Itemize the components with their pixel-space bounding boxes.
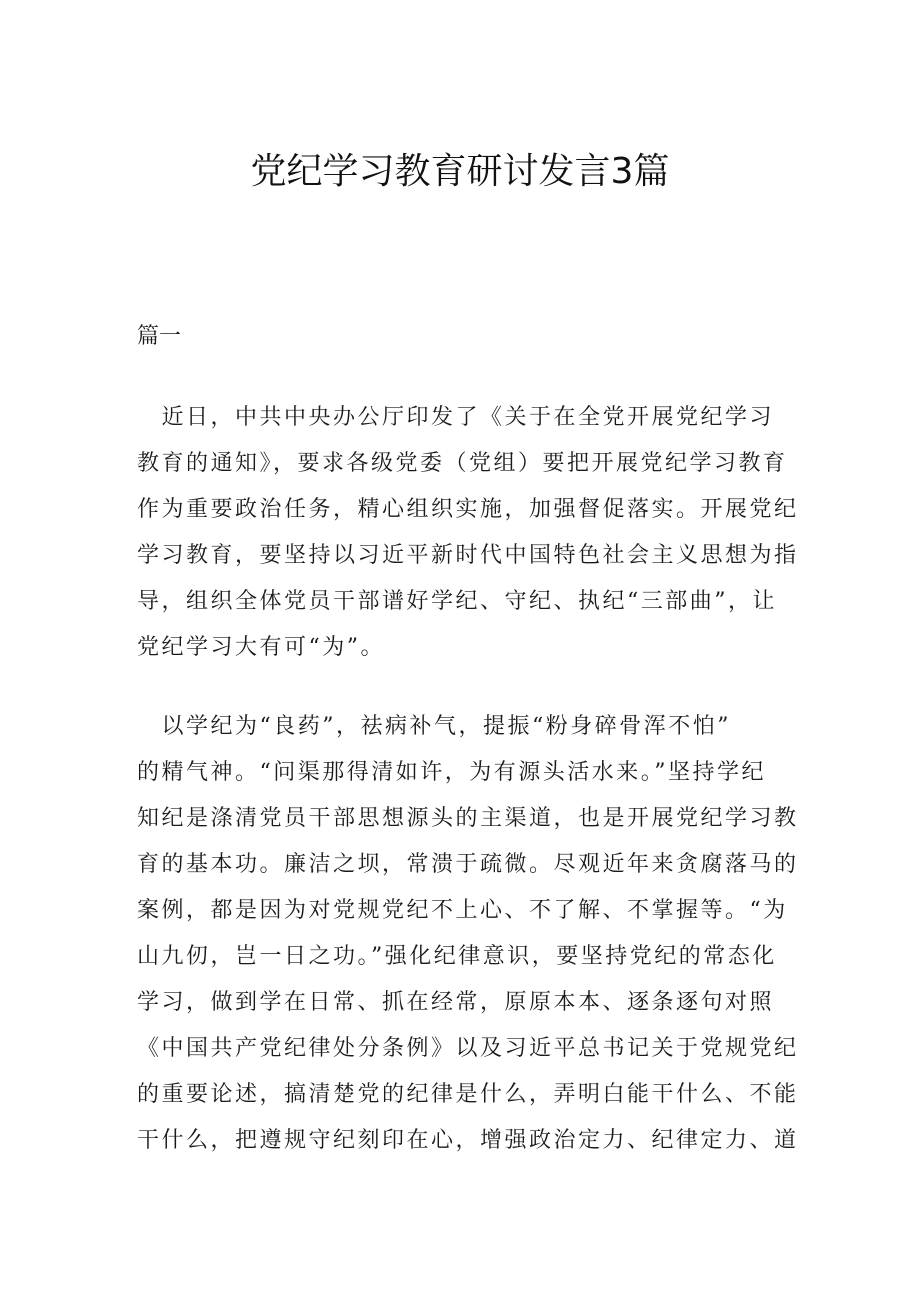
paragraph-line: 育的基本功。廉洁之坝，常溃于疏微。尽观近年来贪腐落马的 (137, 852, 799, 877)
document-title: 党纪学习教育研讨发言3篇 (250, 151, 670, 192)
paragraph-line: 教育的通知》，要求各级党委（党组）要把开展党纪学习教育 (137, 451, 788, 476)
paragraph-line: 以学纪为“良药”，祛病补气，提振“粉身碎骨浑不怕” (137, 714, 731, 739)
paragraph-line: 导，组织全体党员干部谱好学纪、守纪、执纪“三部曲”，让 (137, 589, 777, 614)
paragraph-2 (137, 704, 799, 1164)
paragraph-line: 近日，中共中央办公厅印发了《关于在全党开展党纪学习 (137, 405, 775, 430)
paragraph-line: 的精气神。“问渠那得清如许，为有源头活水来。”坚持学纪 (137, 760, 766, 785)
paragraph-line: 《中国共产党纪律处分条例》以及习近平总书记关于党规党纪 (137, 1036, 799, 1061)
paragraph-line: 山九仞，岂一日之功。”强化纪律意识，要坚持党纪的常态化 (137, 944, 777, 969)
section-label: 篇一 (137, 324, 182, 349)
paragraph-line: 学习，做到学在日常、抓在经常，原原本本、逐条逐句对照 (137, 990, 775, 1015)
paragraph-line: 案例，都是因为对党规党纪不上心、不了解、不掌握等。“为 (137, 898, 788, 923)
paragraph-line: 学习教育，要坚持以习近平新时代中国特色社会主义思想为指 (137, 543, 799, 568)
paragraph-line: 党纪学习大有可“为”。 (137, 635, 385, 660)
paragraph-line: 的重要论述，搞清楚党的纪律是什么，弄明白能干什么、不能 (137, 1082, 799, 1107)
paragraph-line: 作为重要政治任务，精心组织实施，加强督促落实。开展党纪 (137, 497, 799, 522)
paragraph-1 (137, 395, 799, 671)
paragraph-line: 知纪是涤清党员干部思想源头的主渠道，也是开展党纪学习教 (137, 806, 799, 831)
paragraph-line: 干什么，把遵规守纪刻印在心，增强政治定力、纪律定力、道 (137, 1128, 799, 1153)
